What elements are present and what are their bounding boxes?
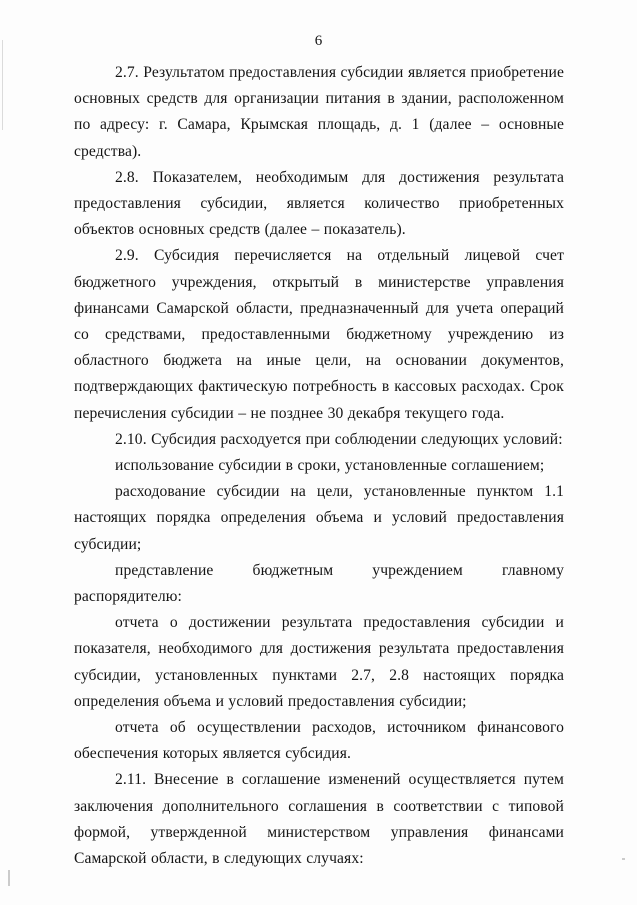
condition-usage-deadline: использование субсидии в сроки, установленные соглашением; — [115, 457, 545, 475]
condition-reporting-intro: представление бюджетным учреждением главному распорядителю: — [74, 561, 564, 606]
paragraph-2-8: 2.8. Показателем, необходимым для достижения результата предоставления субсидии, является количество приобретенных объектов основных средств (далее – показатель). — [74, 168, 564, 239]
report-result-achievement: отчета о достижении результата предоставления субсидии и показателя, необходимого для достижения результата предоставления субсидии, установленных пунктами 2.7, 2.8 настоящих порядка определения объема и условий предоставления субсидии; — [74, 614, 564, 710]
paragraph-2-10: 2.10. Субсидия расходуется при соблюдении следующих условий: — [115, 430, 563, 448]
scan-artifact-bottom-right — [622, 858, 625, 860]
paragraph-2-11: 2.11. Внесение в соглашение изменений осуществляется путем заключения дополнительного соглашения в соответствии с типовой формой, утвержденной министерством управления финансами Самарской области, в следующих случаях: — [74, 771, 564, 868]
document-body — [74, 60, 564, 872]
report-expenses: отчета об осуществлении расходов, источником финансового обеспечения которых является субсидия. — [74, 719, 564, 763]
scan-artifact-bottom-left — [8, 870, 10, 886]
condition-spending-purpose: расходование субсидии на цели, установленные пунктом 1.1 настоящих порядка определения объема и условий предоставления субсидии; — [74, 483, 564, 553]
scan-artifact-left-edge — [2, 40, 3, 130]
paragraph-2-9: 2.9. Субсидия перечисляется на отдельный лицевой счет бюджетного учреждения, открытый в министерстве управления финансами Самарской области, предназначенный для учета операций со средствами, предоставленными бюджетному учреждению из областного бюджета на иные цели, на основании документов, подтверждающих фактическую потребность в кассовых расходах. Срок перечисления субсидии – не позднее 30 декабря текущего года. — [74, 247, 564, 422]
paragraph-2-7: 2.7. Результатом предоставления субсидии является приобретение основных средств для организации питания в здании, расположенном по адресу: г. Самара, Крымская площадь, д. 1 (далее – основные средства). — [74, 64, 564, 160]
page-number: 6 — [314, 33, 323, 49]
